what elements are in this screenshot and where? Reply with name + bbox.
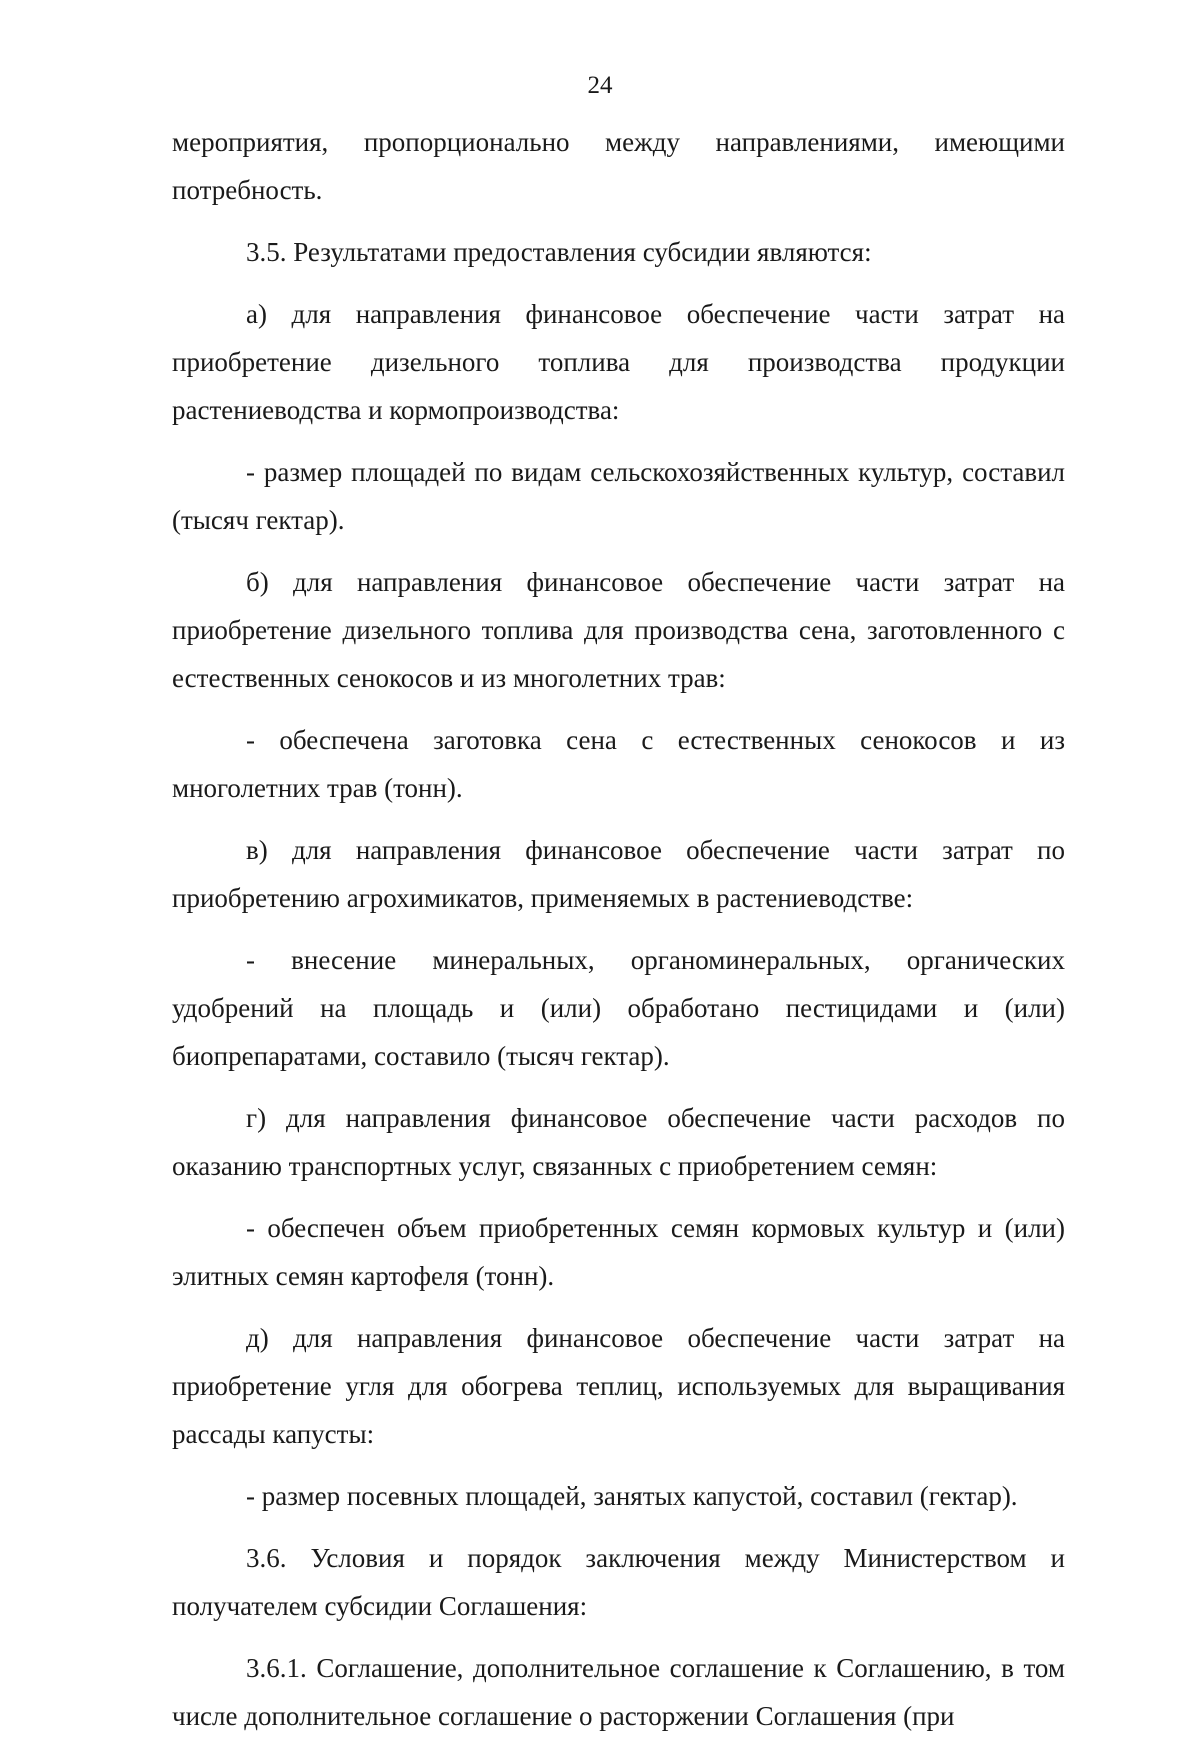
paragraph: мероприятия, пропорционально между направлениями, имеющими потребность.: [172, 127, 1065, 205]
paragraph: - размер посевных площадей, занятых капустой, составил (гектар).: [246, 1481, 1018, 1511]
paragraph: в) для направления финансовое обеспечение части затрат по приобретению агрохимикатов, применяемых в растениеводстве:: [172, 835, 1065, 913]
paragraph: 3.5. Результатами предоставления субсидии являются:: [246, 237, 872, 267]
document-body: [172, 118, 1065, 1754]
paragraph: - обеспечена заготовка сена с естественных сенокосов и из многолетних трав (тонн).: [172, 725, 1065, 803]
page-number: 24: [587, 72, 613, 99]
paragraph: 3.6. Условия и порядок заключения между Министерством и получателем субсидии Соглашения:: [172, 1543, 1065, 1621]
paragraph: д) для направления финансовое обеспечение части затрат на приобретение угля для обогрева теплиц, используемых для выращивания рассады капусты:: [172, 1323, 1065, 1449]
paragraph: - размер площадей по видам сельскохозяйственных культур, составил (тысяч гектар).: [172, 457, 1065, 535]
paragraph: г) для направления финансовое обеспечение части расходов по оказанию транспортных услуг, связанных с приобретением семян:: [172, 1103, 1065, 1181]
paragraph: - обеспечен объем приобретенных семян кормовых культур и (или) элитных семян картофеля (тонн).: [172, 1213, 1065, 1291]
paragraph: - внесение минеральных, органоминеральных, органических удобрений на площадь и (или) обработано пестицидами и (или) биопрепаратами, составило (тысяч гектар).: [172, 945, 1065, 1071]
paragraph: а) для направления финансовое обеспечение части затрат на приобретение дизельного топлива для производства продукции растениеводства и кормопроизводства:: [172, 299, 1065, 425]
paragraph: 3.6.1. Соглашение, дополнительное соглашение к Соглашению, в том числе дополнительное соглашение о расторжении Соглашения (при: [172, 1653, 1065, 1731]
paragraph: б) для направления финансовое обеспечение части затрат на приобретение дизельного топлива для производства сена, заготовленного с естественных сенокосов и из многолетних трав:: [172, 567, 1065, 693]
